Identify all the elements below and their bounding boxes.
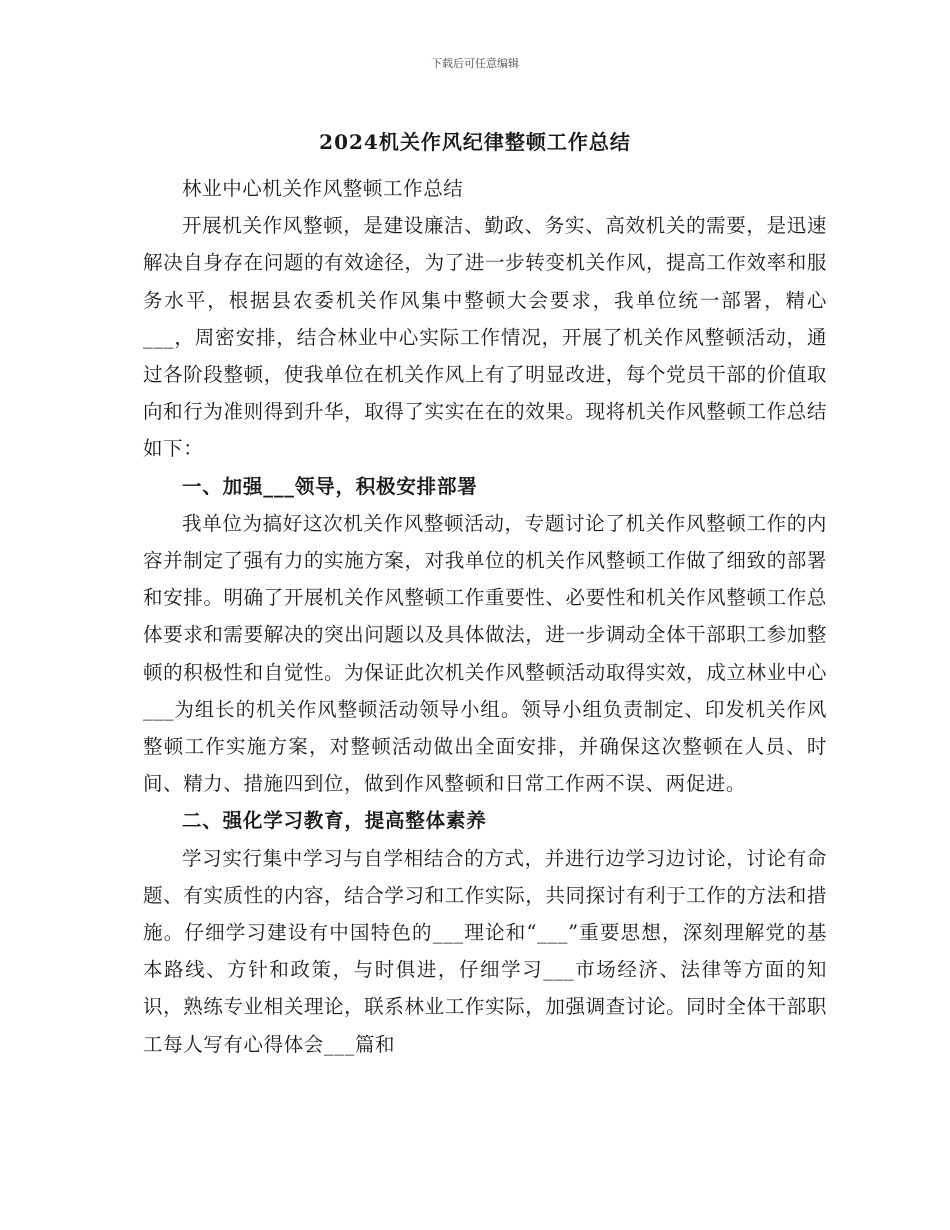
page-header-note: 下载后可任意编辑 [431, 57, 519, 70]
document-subtitle: 林业中心机关作风整顿工作总结 [182, 177, 464, 200]
body-paragraph-section-1: 我单位为搞好这次机关作风整顿活动，专题讨论了机关作风整顿工作的内容并制定了强有力的实施方案，对我单位的机关作风整顿工作做了细致的部署和安排。明确了开展机关作风整顿工作重要性、必要性和机关作风整顿工作总体要求和需要解决的突出问题以及具体做法，进一步调动全体干部职工参加整顿的积极性和自觉性。为保证此次机关作风整顿活动取得实效，成立林业中心___为组长的机关作风整顿活动领导小组。领导小组负责制定、印发机关作风整顿工作实施方案，对整顿活动做出全面安排，并确保这次整顿在人员、时间、精力、措施四到位，做到作风整顿和日常工作两不误、两促进。 [143, 511, 827, 796]
section-heading-2: 二、强化学习教育，提高整体素养 [182, 809, 487, 833]
document-title: 2024机关作风纪律整顿工作总结 [319, 130, 631, 154]
body-paragraph-section-2: 学习实行集中学习与自学相结合的方式，并进行边学习边讨论，讨论有命题、有实质性的内容，结合学习和工作实际，共同探讨有利于工作的方法和措施。仔细学习建设有中国特色的___理论和“___”重要思想，深刻理解党的基本路线、方针和政策，与时俱进，仔细学习___市场经济、法律等方面的知识，熟练专业相关理论，联系林业工作实际，加强调查讨论。同时全体干部职工每人写有心得体会___篇和 [143, 846, 827, 1056]
body-paragraph-intro: 开展机关作风整顿，是建设廉洁、勤政、务实、高效机关的需要，是迅速解决自身存在问题的有效途径，为了进一步转变机关作风，提高工作效率和服务水平，根据县农委机关作风集中整顿大会要求，我单位统一部署，精心___，周密安排，结合林业中心实际工作情况，开展了机关作风整顿活动，通过各阶段整顿，使我单位在机关作风上有了明显改进，每个党员干部的价值取向和行为准则得到升华，取得了实实在在的效果。现将机关作风整顿工作总结如下： [143, 214, 827, 461]
document-body [143, 170, 827, 1063]
section-heading-1: 一、加强___领导，积极安排部署 [182, 474, 478, 498]
